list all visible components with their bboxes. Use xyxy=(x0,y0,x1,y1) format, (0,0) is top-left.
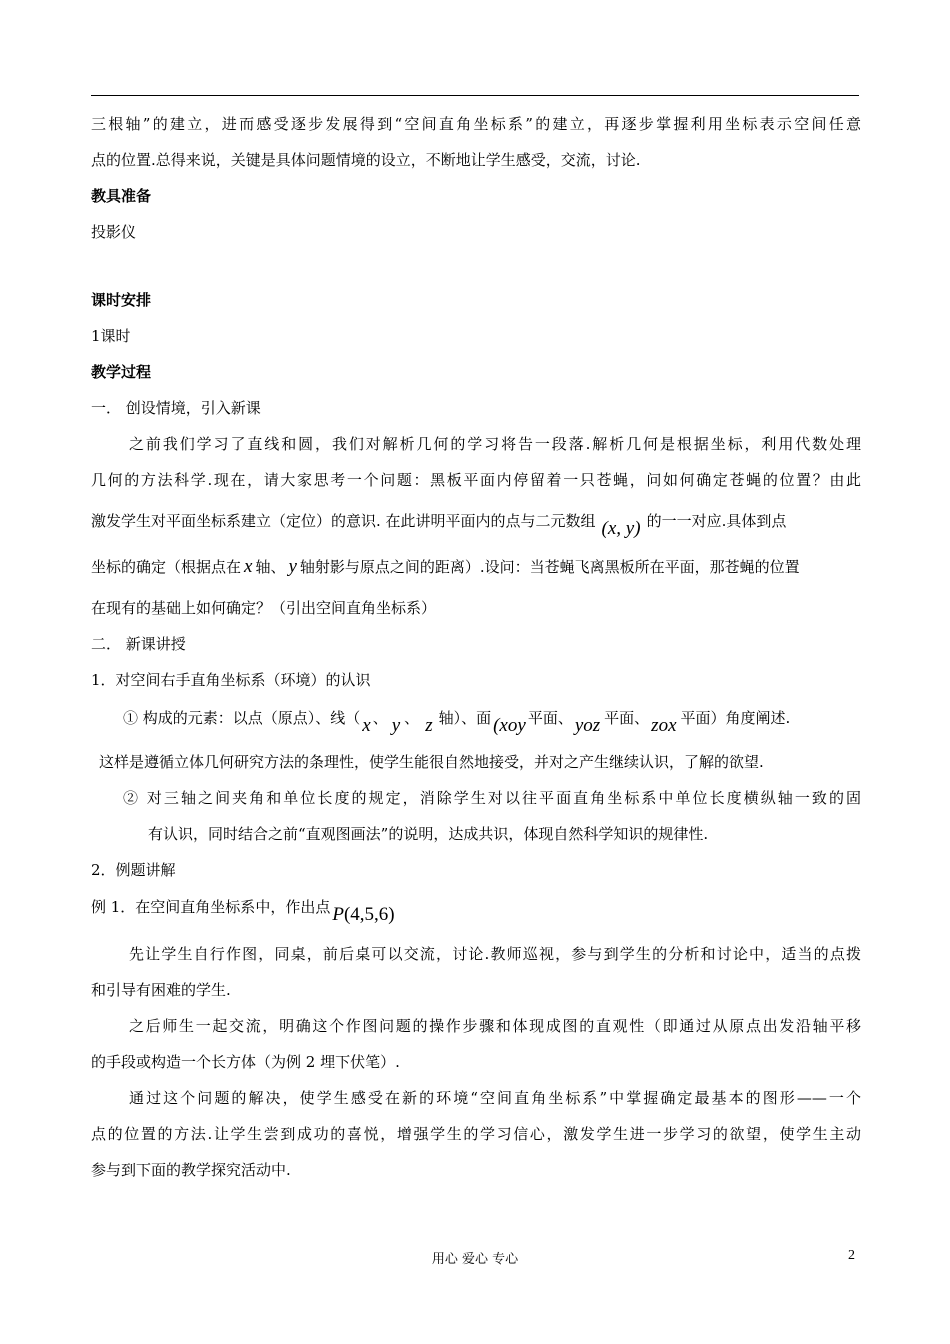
math-x: x xyxy=(244,556,253,577)
math-point-p: P(4,5,6) xyxy=(332,904,395,925)
math-yoz: yoz xyxy=(574,715,601,736)
text-line: 之后师生一起交流，明确这个作图问题的操作步骤和体现成图的直观性（即通过从原点出发沿轴平移 xyxy=(129,1017,861,1035)
math-zox: zox xyxy=(651,715,677,736)
text-line: 先让学生自行作图，同桌，前后桌可以交流，讨论.教师巡视，参与到学生的分析和讨论中，适当的点拨 xyxy=(129,945,861,963)
text-line: 之前我们学习了直线和圆，我们对解析几何的学习将告一段落.解析几何是根据坐标，利用代数处理 xyxy=(129,435,861,453)
example-title: 例 1．在空间直角坐标系中，作出点 P(4,5,6) xyxy=(91,898,395,925)
numbered-item: 2．例题讲解 xyxy=(91,861,176,879)
text-line: 这样是遵循立体几何研究方法的条理性，使学生能很自然地接受，并对之产生继续认识，了解的欲望. xyxy=(99,753,764,771)
text-line: 参与到下面的教学探究活动中. xyxy=(91,1161,291,1179)
section-heading: 二． 新课讲授 xyxy=(91,635,186,653)
math-xoy: (xoy xyxy=(493,715,526,736)
heading-schedule: 课时安排 xyxy=(91,291,152,309)
text-line: 点的位置.总得来说，关键是具体问题情境的设立，不断地让学生感受，交流，讨论. xyxy=(91,151,641,169)
math-y: y xyxy=(288,556,297,577)
math-z: z xyxy=(425,715,433,736)
text-line: ① 构成的元素：以点（原点）、线（ x 、 y 、 z 轴）、面 (xoy 平面、 yoz 平面、 zox 平面）角度阐述. xyxy=(123,709,791,736)
math-x: x xyxy=(362,715,371,736)
text-line: 投影仪 xyxy=(91,223,137,241)
header-rule xyxy=(91,95,859,96)
text-line: 坐标的确定（根据点在 x 轴、 y 轴射影与原点之间的距离）.设问：当苍蝇飞离黑板所在平面，那苍蝇的位置 xyxy=(91,556,800,577)
text-line: 点的位置的方法.让学生尝到成功的喜悦，增强学生的学习信心，激发学生进一步学习的欲望，使学生主动 xyxy=(91,1125,861,1143)
text-line: 通过这个问题的解决，使学生感受在新的环境“空间直角坐标系”中掌握确定最基本的图形——一个 xyxy=(129,1089,861,1107)
text-line: 的手段或构造一个长方体（为例 2 埋下伏笔）. xyxy=(91,1053,400,1071)
page-content xyxy=(91,106,861,1188)
text-line: 在现有的基础上如何确定？（引出空间直角坐标系） xyxy=(91,599,437,617)
text-line: 几何的方法科学.现在，请大家思考一个问题：黑板平面内停留着一只苍蝇，问如何确定苍蝇的位置？由此 xyxy=(91,471,861,489)
heading-process: 教学过程 xyxy=(91,363,152,381)
text-line: ② 对三轴之间夹角和单位长度的规定，消除学生对以往平面直角坐标系中单位长度横纵轴一致的固 xyxy=(123,789,861,807)
math-xy: (x, y) xyxy=(601,518,641,539)
footer-motto: 用心 爱心 专心 xyxy=(431,1252,519,1267)
page-number: 2 xyxy=(848,1248,855,1263)
text-line: 激发学生对平面坐标系建立（定位）的意识. 在此讲明平面内的点与二元数组 (x, y) 的一一对应.具体到点 xyxy=(91,512,787,539)
math-y: y xyxy=(391,715,401,736)
text-line: 1课时 xyxy=(91,327,131,345)
text-line: 和引导有困难的学生. xyxy=(91,981,231,999)
text-line: 有认识，同时结合之前“直观图画法”的说明，达成共识，体现自然科学知识的规律性. xyxy=(148,825,709,843)
heading-tools: 教具准备 xyxy=(91,187,152,205)
section-heading: 一． 创设情境，引入新课 xyxy=(91,399,261,417)
numbered-item: 1．对空间右手直角坐标系（环境）的认识 xyxy=(91,671,371,689)
text-line: 三根轴”的建立，进而感受逐步发展得到“空间直角坐标系”的建立，再逐步掌握利用坐标表示空间任意 xyxy=(91,115,861,133)
